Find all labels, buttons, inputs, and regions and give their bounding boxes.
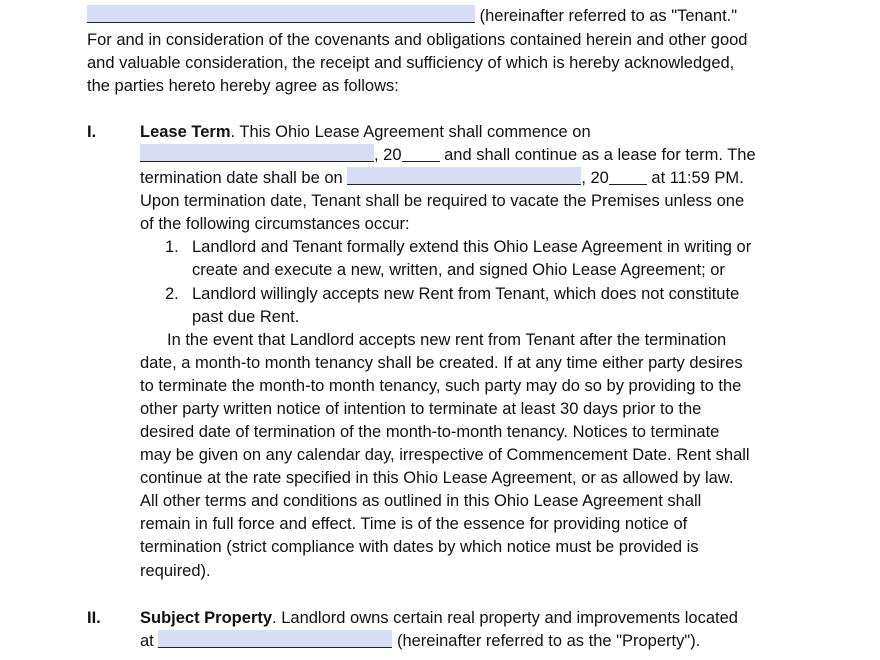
list-item-2-line-2: past due Rent. <box>192 308 300 326</box>
para-line-5: desired date of termination of the month-to-month tenancy. Notices to terminate <box>140 423 720 441</box>
section-1-line-1: Lease Term. This Ohio Lease Agreement shall commence on <box>140 123 591 141</box>
section-1-line-4: Upon termination date, Tenant shall be required to vacate the Premises unless one <box>140 192 745 210</box>
section-1-heading: Lease Term <box>140 123 231 141</box>
list-item-1-number: 1. <box>165 238 179 256</box>
list-item-2-number: 2. <box>165 285 179 303</box>
section-2-numeral: II. <box>87 609 101 627</box>
tenant-line <box>87 5 737 28</box>
section-1-line-2: , 20 and shall continue as a lease for term. The <box>140 144 756 167</box>
para-line-4: other party written notice of intention to terminate at least 30 days prior to the <box>140 400 702 418</box>
section-1-numeral: I. <box>87 123 97 141</box>
para-line-8: All other terms and conditions as outlined in this Ohio Lease Agreement shall <box>140 492 702 510</box>
para-line-10: termination (strict compliance with dates by which notice must be provided is <box>140 538 699 556</box>
section-1-line-5: of the following circumstances occur: <box>140 215 410 233</box>
commencement-date-field[interactable] <box>140 144 374 162</box>
list-item-1-line-1: Landlord and Tenant formally extend this Ohio Lease Agreement in writing or <box>192 238 752 256</box>
para-line-3: to terminate the month-to month tenancy, such party may do so by providing to the <box>140 377 742 395</box>
termination-date-field[interactable] <box>347 167 581 185</box>
property-address-field[interactable] <box>158 630 392 648</box>
para-line-11: required). <box>140 562 211 580</box>
intro-line-2: For and in consideration of the covenants and obligations contained herein and other good <box>87 31 748 49</box>
para-line-6: may be given on any calendar day, irrespective of Commencement Date. Rent shall <box>140 446 750 464</box>
list-item-2-line-1: Landlord willingly accepts new Rent from Tenant, which does not constitute <box>192 285 740 303</box>
section-2-line-2: at (hereinafter referred to as the "Property"). <box>140 632 701 650</box>
section-2-line-1: Subject Property. Landlord owns certain real property and improvements located <box>140 609 738 627</box>
termination-year-blank[interactable] <box>609 168 647 185</box>
tenant-name-field[interactable] <box>87 5 475 23</box>
para-line-9: remain in full force and effect. Time is of the essence for providing notice of <box>140 515 688 533</box>
para-line-7: continue at the rate specified in this Ohio Lease Agreement, or as allowed by law. <box>140 469 734 487</box>
para-line-1: In the event that Landlord accepts new rent from Tenant after the termination <box>167 331 727 349</box>
section-2-heading: Subject Property <box>140 609 273 627</box>
list-item-1-line-2: create and execute a new, written, and signed Ohio Lease Agreement; or <box>192 261 725 279</box>
para-line-2: date, a month-to month tenancy shall be created. If at any time either party desires <box>140 354 743 372</box>
tenant-ref-text: (hereinafter referred to as "Tenant." <box>479 7 738 25</box>
section-1-line-3: termination date shall be on , 20 at 11:59 PM. <box>140 169 744 187</box>
intro-line-4: the parties hereto hereby agree as follows: <box>87 77 399 95</box>
intro-line-3: and valuable consideration, the receipt and sufficiency of which is hereby acknowledged, <box>87 54 735 72</box>
commencement-year-blank[interactable] <box>402 145 440 162</box>
